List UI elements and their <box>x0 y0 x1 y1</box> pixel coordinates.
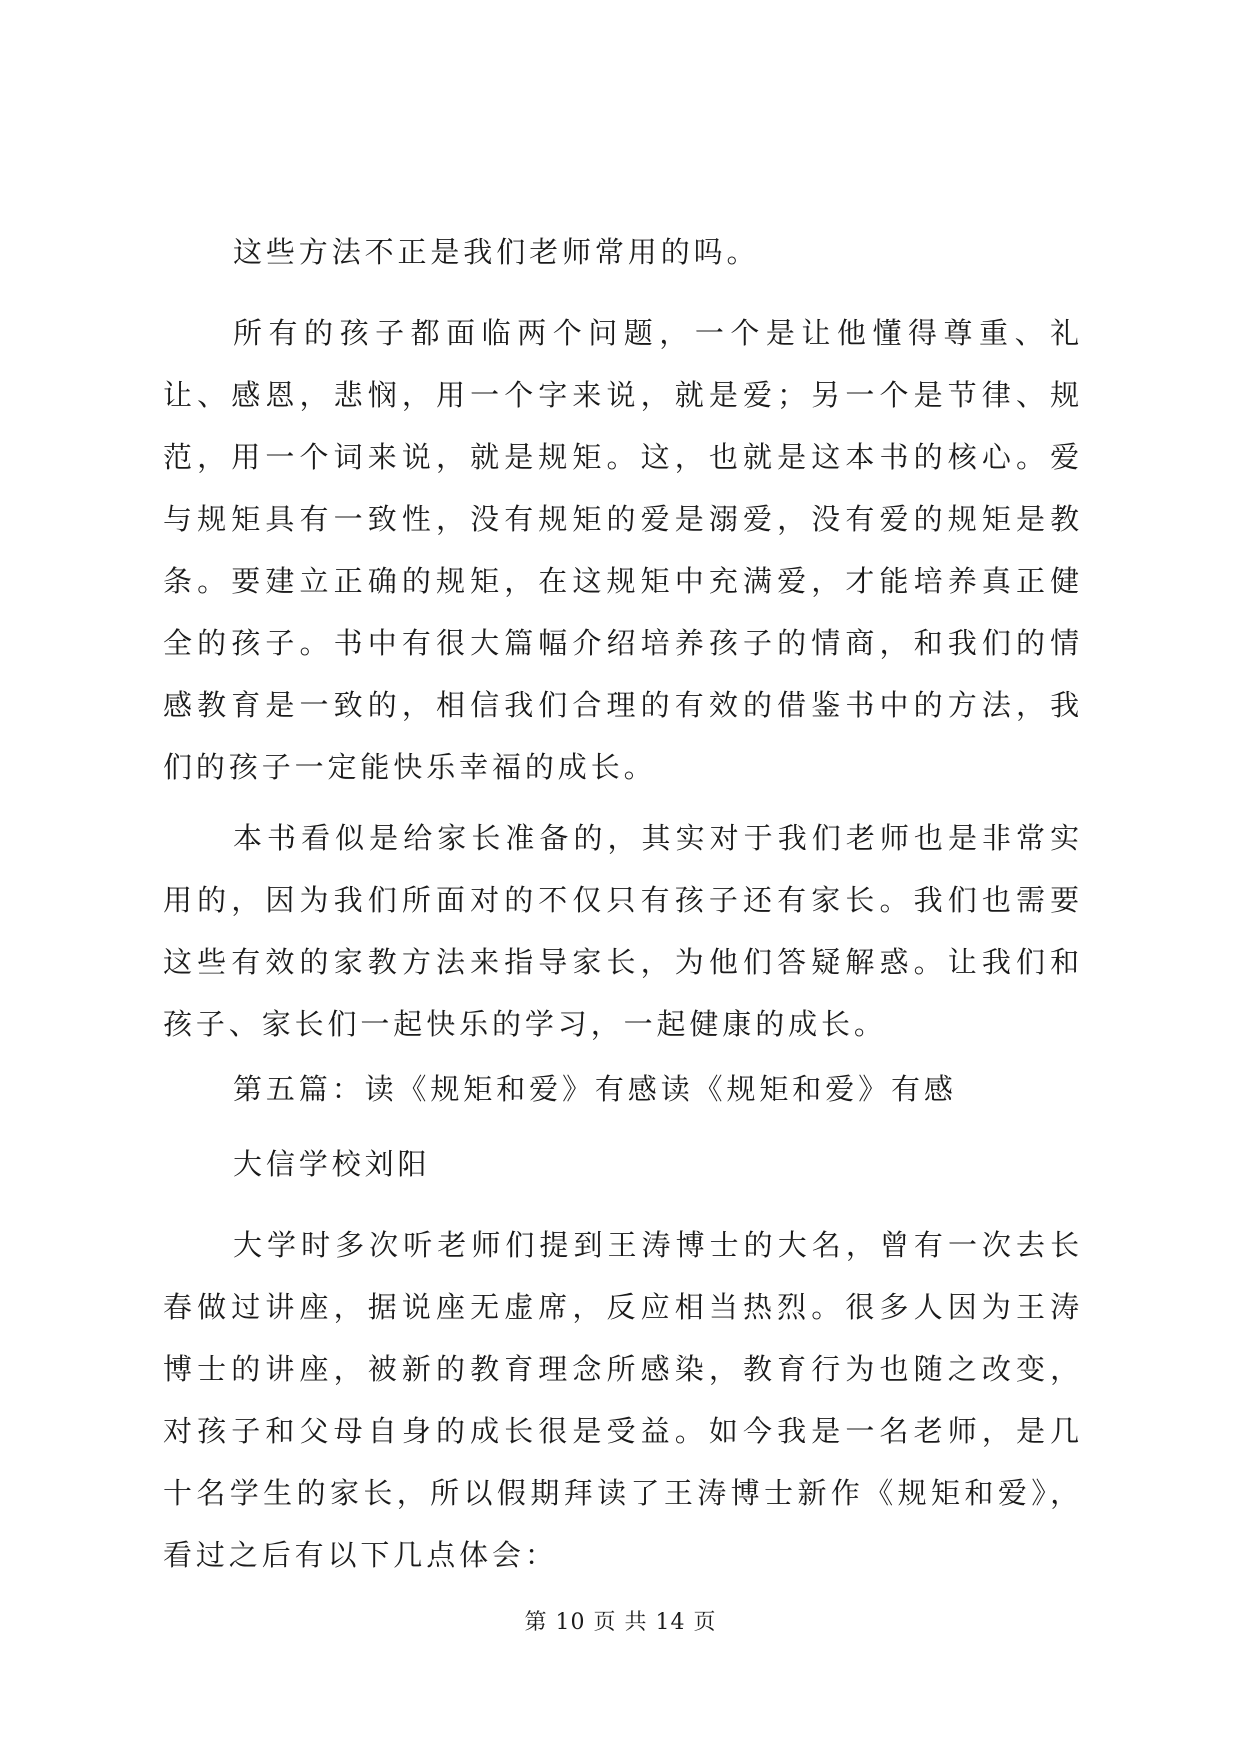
paragraph-book-for-teachers: 本书看似是给家长准备的，其实对于我们老师也是非常实用的，因为我们所面对的不仅只有孩子还有家长。我们也需要这些有效的家教方法来指导家长，为他们答疑解惑。让我们和孩子、家长们一起快乐的学习，一起健康的成长。 <box>163 821 1083 1041</box>
section-heading: 第五篇：读《规矩和爱》有感读《规矩和爱》有感 <box>233 1072 957 1106</box>
page-footer: 第 10 页 共 14 页 <box>524 1610 717 1635</box>
paragraph-love-and-rules: 所有的孩子都面临两个问题，一个是让他懂得尊重、礼让、感恩，悲悯，用一个字来说，就是爱；另一个是节律、规范，用一个词来说，就是规矩。这，也就是这本书的核心。爱与规矩具有一致性，没有规矩的爱是溺爱，没有爱的规矩是教条。要建立正确的规矩，在这规矩中充满爱，才能培养真正健全的孩子。书中有很大篇幅介绍培养孩子的情商，和我们的情感教育是一致的，相信我们合理的有效的借鉴书中的方法，我们的孩子一定能快乐幸福的成长。 <box>163 316 1083 784</box>
body-text <box>163 227 1083 1595</box>
paragraph-wang-tao: 大学时多次听老师们提到王涛博士的大名，曾有一次去长春做过讲座，据说座无虚席，反应相当热烈。很多人因为王涛博士的讲座，被新的教育理念所感染，教育行为也随之改变，对孩子和父母自身的成长很是受益。如今我是一名老师，是几十名学生的家长，所以假期拜读了王涛博士新作《规矩和爱》，看过之后有以下几点体会： <box>163 1228 1083 1572</box>
paragraph-methods: 这些方法不正是我们老师常用的吗。 <box>233 235 760 269</box>
author-line: 大信学校刘阳 <box>233 1147 431 1181</box>
